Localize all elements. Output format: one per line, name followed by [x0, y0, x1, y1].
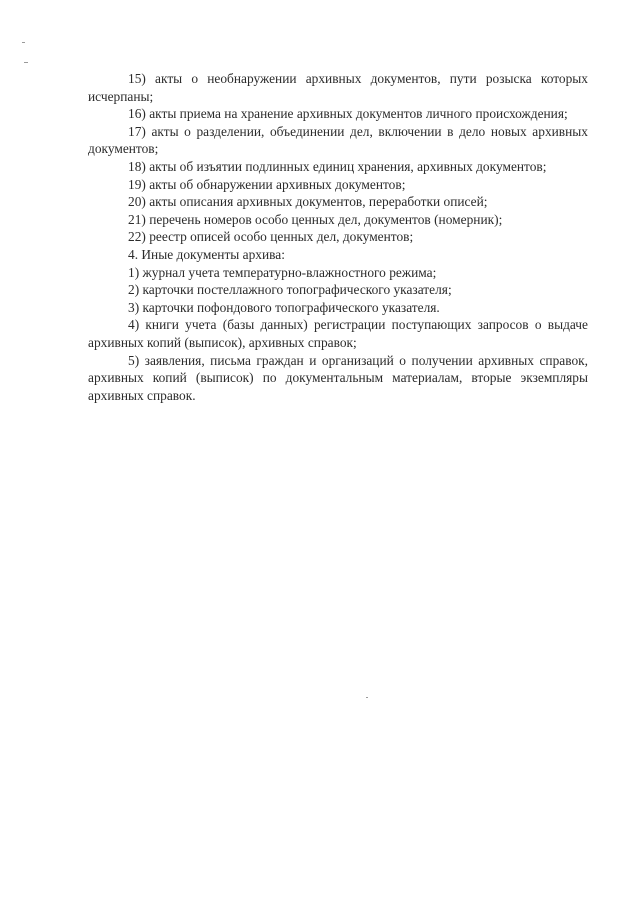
paragraph-subitem-5: 5) заявления, письма граждан и организаций о получении архивных справок, архивных копий (выписок) по документальным материалам, вторые экземпляры архивных справок. [88, 352, 588, 403]
scan-artifact-mark [366, 697, 368, 698]
paragraph-item-18: 18) акты об изъятии подлинных единиц хранения, архивных документов; [128, 158, 547, 174]
scan-artifact-mark [22, 42, 25, 43]
document-body [88, 70, 588, 404]
paragraph-subitem-3: 3) карточки пофондового топографического указателя. [128, 299, 440, 315]
section-heading-other-documents: 4. Иные документы архива: [128, 246, 285, 262]
paragraph-item-20: 20) акты описания архивных документов, переработки описей; [128, 194, 488, 210]
scan-artifact-mark [24, 62, 28, 63]
paragraph-item-19: 19) акты об обнаружении архивных документов; [128, 176, 406, 192]
paragraph-item-15: 15) акты о необнаружении архивных документов, пути розыска которых исчерпаны; [88, 71, 588, 104]
paragraph-item-16: 16) акты приема на хранение архивных документов личного происхождения; [128, 106, 568, 122]
paragraph-subitem-2: 2) карточки постеллажного топографического указателя; [128, 282, 452, 298]
paragraph-item-17: 17) акты о разделении, объединении дел, включении в дело новых архивных документов; [88, 123, 588, 157]
paragraph-subitem-4: 4) книги учета (базы данных) регистрации поступающих запросов о выдаче архивных копий (выписок), архивных справок; [88, 317, 588, 350]
paragraph-item-22: 22) реестр описей особо ценных дел, документов; [128, 229, 414, 245]
paragraph-subitem-1: 1) журнал учета температурно-влажностного режима; [128, 264, 437, 280]
paragraph-item-21: 21) перечень номеров особо ценных дел, документов (номерник); [128, 211, 503, 227]
